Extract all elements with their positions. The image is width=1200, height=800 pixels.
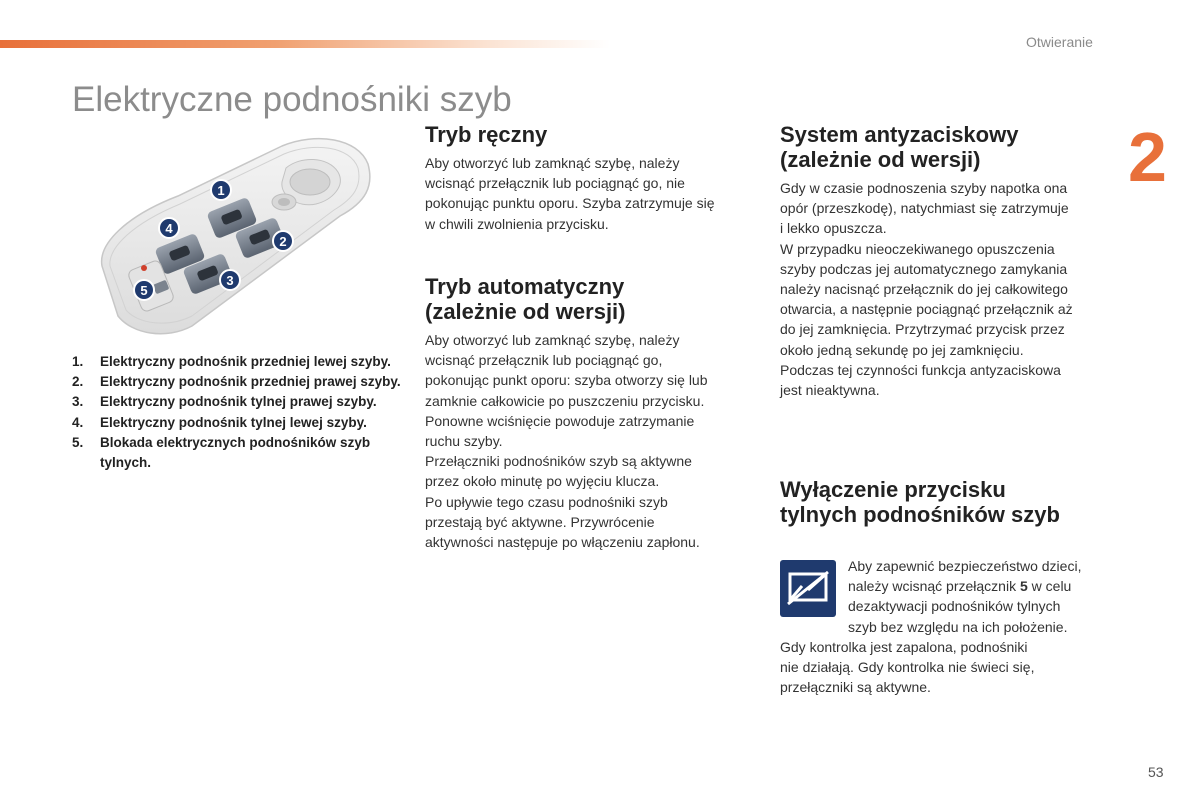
svg-text:1: 1 bbox=[217, 183, 225, 198]
legend-text: Elektryczny podnośnik przedniej lewej szyby. bbox=[100, 354, 391, 369]
manual-mode-section bbox=[425, 122, 755, 234]
rear-lock-note-part2: w celu dezaktywacji podnośników tylnych szyb bez względu na ich położenie. bbox=[848, 578, 1072, 635]
manual-mode-text: Aby otworzyć lub zamknąć szybę, należy wcisnąć przełącznik lub pociągnąć go, nie pokonując punktu oporu. Szyba zatrzymuje się w chwili zwolnienia przycisku. bbox=[425, 155, 715, 232]
legend-item bbox=[72, 392, 408, 412]
page-title: Elektryczne podnośniki szyb bbox=[72, 80, 512, 119]
manual-mode-title: Tryb ręczny bbox=[425, 122, 548, 147]
legend-item bbox=[72, 433, 408, 473]
window-switch-panel-illustration bbox=[96, 134, 374, 340]
rear-lock-indicator-text: Gdy kontrolka jest zapalona, podnośniki nie działają. Gdy kontrolka nie świeci się, przełączniki są aktywne. bbox=[780, 639, 1035, 696]
svg-text:5: 5 bbox=[140, 283, 148, 298]
svg-text:3: 3 bbox=[226, 273, 234, 288]
automatic-mode-title: Tryb automatyczny (zależnie od wersji) bbox=[425, 274, 626, 324]
automatic-mode-text: Aby otworzyć lub zamknąć szybę, należy wcisnąć przełącznik lub pociągnąć go, pokonując punkt oporu: szyba otworzy się lub zamknie całkowicie po puszczeniu przycisku. Ponowne wciśnięcie powoduje zatrzymanie ruchu szyby. Przełączniki podnośników szyb są aktywne przez około minutę po wyjęciu klucza. Po upływie tego czasu podnośniki szyb przestają być aktywne. Przywrócenie aktywności następuje po włączeniu zapłonu. bbox=[425, 332, 708, 551]
legend-text: Elektryczny podnośnik tylnej prawej szyby. bbox=[100, 394, 377, 410]
window-lock-icon bbox=[780, 560, 836, 617]
badge-5 bbox=[134, 280, 154, 300]
legend-number: 2. bbox=[72, 374, 84, 390]
legend-number: 1. bbox=[72, 354, 84, 369]
svg-text:2: 2 bbox=[279, 234, 287, 249]
badge-1 bbox=[211, 180, 231, 200]
antipinch-section bbox=[780, 122, 1110, 400]
header-accent-bar bbox=[0, 40, 610, 48]
antipinch-text: Gdy w czasie podnoszenia szyby napotka ona opór (przeszkodę), natychmiast się zatrzymuje i lekko opuszcza. W przypadku nieoczekiwanego opuszczenia szyby podczas jej automatycznego zamykania należy nacisnąć przełącznik do jej całkowitego otwarcia, a następnie pociągnąć przełącznik aż do jej zamknięcia. Przytrzymać przycisk przez około jedną sekundę po jej zamknięciu. Podczas tej czynności funkcja antyzaciskowa jest nieaktywna. bbox=[780, 180, 1073, 399]
badge-4 bbox=[159, 218, 179, 238]
chapter-number: 2 bbox=[1128, 118, 1167, 196]
rear-lock-note-part1: Aby zapewnić bezpieczeństwo dzieci, należy wcisnąć przełącznik bbox=[848, 558, 1082, 595]
legend-number: 3. bbox=[72, 394, 84, 410]
legend-text: Elektryczny podnośnik przedniej prawej szyby. bbox=[100, 374, 401, 390]
legend-text: Blokada elektrycznych podnośników szyb tylnych. bbox=[100, 434, 371, 471]
badge-2 bbox=[273, 231, 293, 251]
section-label: Otwieranie bbox=[1026, 34, 1093, 50]
rear-lock-section bbox=[780, 477, 1110, 527]
rear-lock-note bbox=[848, 556, 1110, 637]
legend-text: Elektryczny podnośnik tylnej lewej szyby. bbox=[100, 414, 367, 430]
svg-text:4: 4 bbox=[165, 221, 173, 236]
legend-number: 5. bbox=[72, 434, 84, 450]
legend-item bbox=[72, 372, 408, 392]
page-number: 53 bbox=[1148, 764, 1164, 780]
legend-item bbox=[72, 413, 408, 433]
antipinch-title: System antyzaciskowy (zależnie od wersji) bbox=[780, 122, 1019, 172]
badge-3 bbox=[220, 270, 240, 290]
rear-lock-title: Wyłączenie przycisku tylnych podnośników szyb bbox=[780, 477, 1060, 527]
automatic-mode-section bbox=[425, 274, 755, 552]
legend-item bbox=[72, 352, 408, 372]
legend-list bbox=[72, 352, 408, 473]
rear-lock-note-switch-number: 5 bbox=[1019, 578, 1028, 595]
legend-number: 4. bbox=[72, 414, 84, 430]
